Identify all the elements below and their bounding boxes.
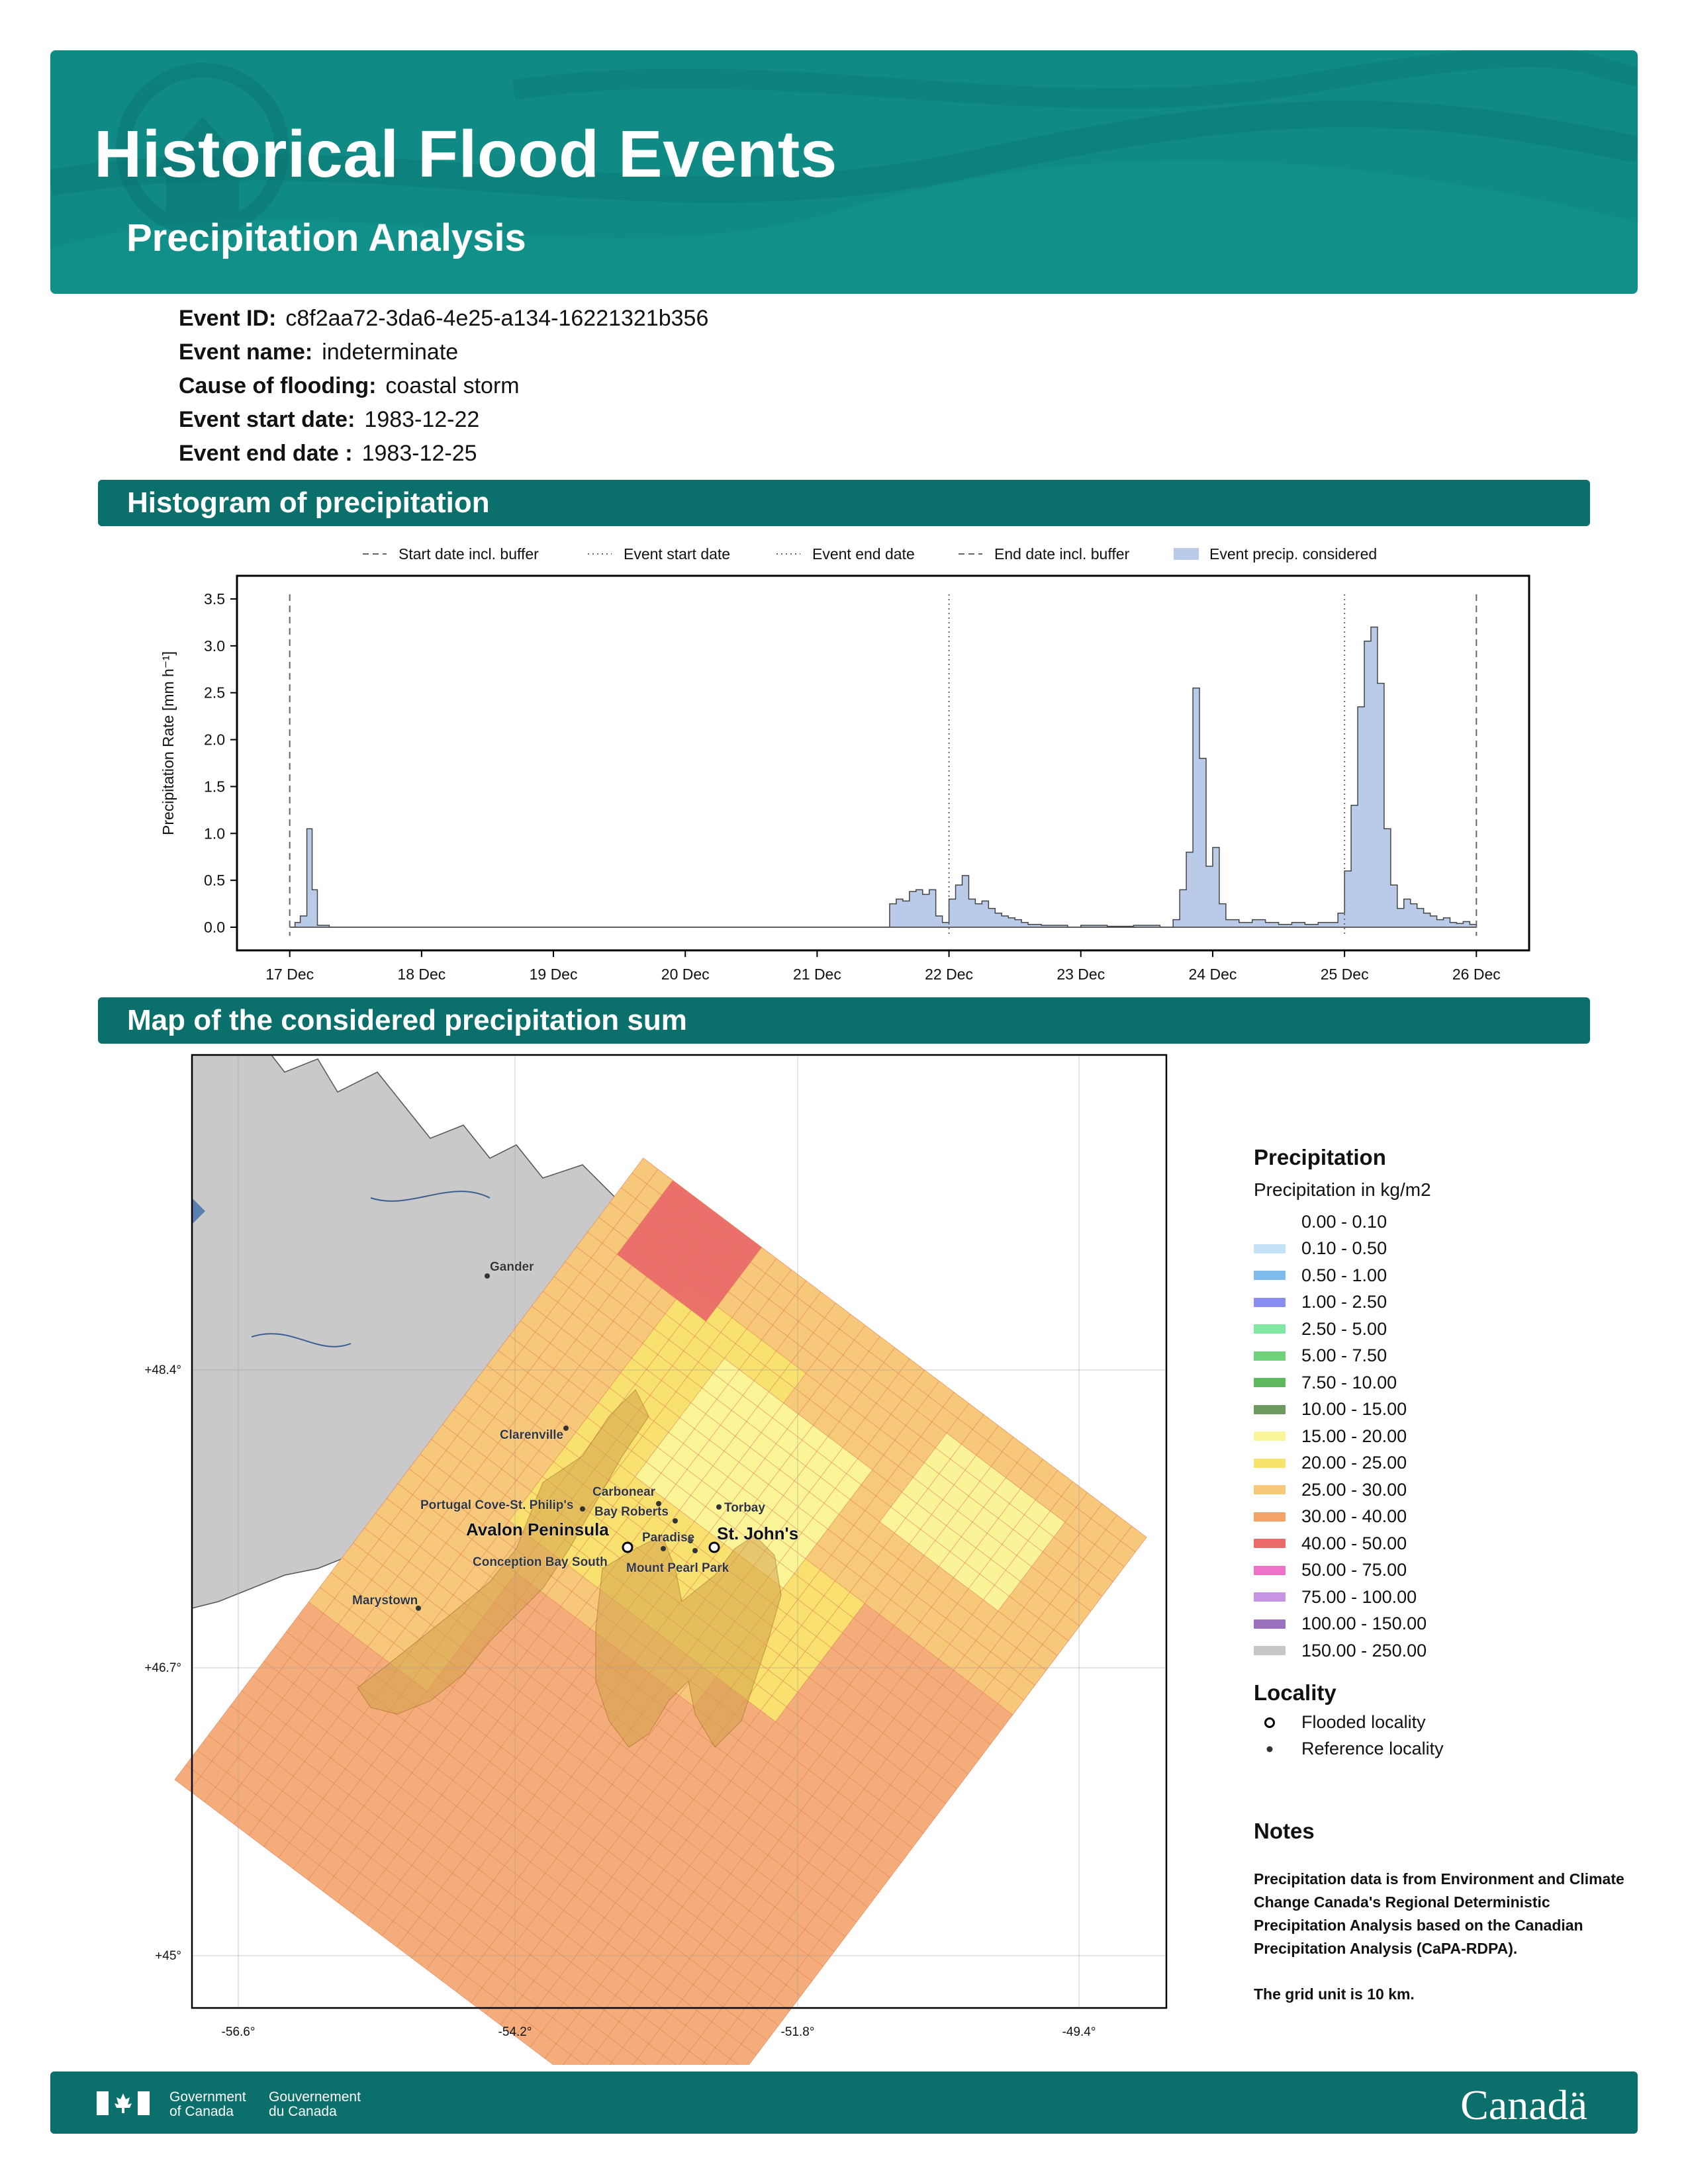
- event-id-label: Event ID:: [179, 306, 277, 331]
- x-tick-label: 22 Dec: [925, 966, 974, 983]
- event-end-label: Event end date :: [179, 441, 353, 466]
- legend-class-label: 1.00 - 2.50: [1301, 1292, 1387, 1312]
- flooded-locality-marker: [710, 1543, 719, 1552]
- legend-swatch: [1254, 1566, 1286, 1575]
- legend-class-label: 7.50 - 10.00: [1301, 1372, 1397, 1392]
- reference-locality-label: Marystown: [352, 1594, 418, 1608]
- x-tick-label: 25 Dec: [1320, 966, 1369, 983]
- event-cause-value: coastal storm: [385, 373, 520, 398]
- page-subtitle: Precipitation Analysis: [126, 216, 526, 259]
- precipitation-map: [119, 1046, 1192, 2065]
- legend-class-3: [1254, 1289, 1624, 1316]
- gov-en: [169, 2090, 246, 2119]
- reference-locality-label: Carbonear: [592, 1485, 656, 1499]
- x-tick-label: 19 Dec: [529, 966, 578, 983]
- legend-class-12: [1254, 1530, 1624, 1557]
- flooded-locality-marker: [623, 1543, 632, 1552]
- legend-class-label: 100.00 - 150.00: [1301, 1614, 1427, 1634]
- gov-fr-line2: du Canada: [269, 2104, 337, 2119]
- gov-fr: [269, 2090, 361, 2119]
- x-tick-label: 24 Dec: [1188, 966, 1237, 983]
- legend-class-14: [1254, 1584, 1624, 1611]
- y-axis-label: Precipitation Rate [mm h⁻¹]: [160, 651, 177, 836]
- notes-text-grid: The grid unit is 10 km.: [1254, 1985, 1415, 2003]
- event-name-value: indeterminate: [322, 340, 459, 365]
- legend-reference: [1254, 1736, 1624, 1762]
- event-cause-label: Cause of flooding:: [179, 373, 377, 398]
- event-end-row: [179, 441, 708, 475]
- legend-swatch: [1254, 1512, 1286, 1522]
- locality-legend: [1254, 1680, 1624, 1762]
- legend-swatch: [1254, 1592, 1286, 1602]
- legend-class-label: 50.00 - 75.00: [1301, 1560, 1407, 1580]
- y-tick-label: 0.5: [204, 872, 225, 889]
- y-tick-label: 3.0: [204, 637, 225, 655]
- precipitation-histogram: [146, 536, 1556, 999]
- reference-locality-marker: [563, 1426, 569, 1431]
- x-tick-label: 26 Dec: [1452, 966, 1501, 983]
- legend-entry: Event precip. considered: [1209, 545, 1378, 563]
- histogram-legend: [363, 545, 1377, 563]
- x-tick-label: 17 Dec: [265, 966, 314, 983]
- canada-flag-icon: [97, 2091, 150, 2115]
- legend-swatch: [1254, 1217, 1286, 1226]
- legend-swatch: [1254, 1271, 1286, 1280]
- legend-swatch: [1254, 1459, 1286, 1468]
- notes-title: Notes: [1254, 1819, 1315, 1843]
- reference-locality-label: Bay Roberts: [594, 1505, 669, 1519]
- legend-title: Precipitation: [1254, 1145, 1386, 1169]
- y-tick-label: 3.5: [204, 590, 225, 608]
- legend-subtitle: Precipitation in kg/m2: [1254, 1179, 1431, 1200]
- reference-locality-marker: [716, 1504, 722, 1510]
- legend-swatch: [1254, 1324, 1286, 1334]
- lat-tick-label: +45°: [155, 1949, 181, 1963]
- legend-class-label: 150.00 - 250.00: [1301, 1640, 1427, 1661]
- reference-locality-label: Paradise: [642, 1531, 695, 1545]
- legend-swatch: [1254, 1485, 1286, 1494]
- legend-class-5: [1254, 1343, 1624, 1370]
- legend-class-16: [1254, 1637, 1624, 1664]
- reference-locality-label: Clarenville: [500, 1428, 564, 1442]
- flooded-locality-label: Avalon Peninsula: [466, 1520, 609, 1539]
- lon-tick-label: -49.4°: [1062, 2025, 1096, 2039]
- page-title: Historical Flood Events: [94, 117, 837, 191]
- y-tick-label: 0.0: [204, 919, 225, 936]
- reference-locality-label: Conception Bay South: [473, 1555, 608, 1569]
- legend-class-4: [1254, 1316, 1624, 1343]
- y-tick-label: 1.0: [204, 825, 225, 842]
- event-start-value: 1983-12-22: [364, 407, 480, 432]
- legend-swatch: [1254, 1378, 1286, 1387]
- legend-class-label: 75.00 - 100.00: [1301, 1586, 1417, 1607]
- reference-locality-marker: [661, 1546, 666, 1551]
- event-info: [179, 306, 708, 475]
- legend-class-label: 40.00 - 50.00: [1301, 1533, 1407, 1553]
- notes-text-source: Precipitation data is from Environment and Climate Change Canada's Regional Deterministic Precipitation Analysis based on the Canadian Precipitation Analysis (CaPA-RDPA).: [1254, 1870, 1624, 1957]
- legend-class-9: [1254, 1450, 1624, 1477]
- legend-class-label: 0.50 - 1.00: [1301, 1265, 1387, 1285]
- reference-locality-label: Gander: [490, 1260, 534, 1274]
- gov-fr-line1: Gouvernement: [269, 2089, 361, 2105]
- legend-class-label: 0.10 - 0.50: [1301, 1238, 1387, 1259]
- map-legend: [1254, 1145, 1624, 1762]
- legend-swatch: [1254, 1351, 1286, 1361]
- footer: [50, 2071, 1638, 2134]
- gov-en-line2: of Canada: [169, 2104, 234, 2119]
- legend-class-2: [1254, 1262, 1624, 1289]
- map-section-bar: Map of the considered precipitation sum: [98, 997, 1590, 1044]
- x-tick-label: 20 Dec: [661, 966, 710, 983]
- legend-entry: End date incl. buffer: [994, 545, 1130, 563]
- legend-class-10: [1254, 1477, 1624, 1504]
- legend-class-label: 2.50 - 5.00: [1301, 1318, 1387, 1339]
- event-id-value: c8f2aa72-3da6-4e25-a134-16221321b356: [285, 306, 709, 331]
- reference-locality-label: Torbay: [724, 1501, 765, 1515]
- reference-marker-icon: [1254, 1743, 1286, 1755]
- legend-class-label: 25.00 - 30.00: [1301, 1479, 1407, 1500]
- legend-swatch: [1254, 1646, 1286, 1655]
- notes: [1254, 1819, 1624, 2006]
- legend-entry: Start date incl. buffer: [399, 545, 539, 563]
- reference-locality-marker: [580, 1506, 585, 1512]
- reference-locality-marker: [673, 1518, 678, 1524]
- legend-entry: Event start date: [624, 545, 731, 563]
- flooded-label: Flooded locality: [1301, 1712, 1426, 1732]
- flooded-marker-icon: [1254, 1717, 1286, 1729]
- legend-class-7: [1254, 1396, 1624, 1424]
- legend-swatch: [1254, 1298, 1286, 1307]
- legend-class-label: 10.00 - 15.00: [1301, 1399, 1407, 1420]
- legend-class-label: 5.00 - 7.50: [1301, 1345, 1387, 1366]
- x-tick-label: 23 Dec: [1056, 966, 1105, 983]
- precip-series: [290, 627, 1477, 927]
- lon-tick-label: -56.6°: [221, 2025, 256, 2039]
- legend-entry: Event end date: [812, 545, 915, 563]
- lon-tick-label: -54.2°: [498, 2025, 532, 2039]
- y-tick-label: 2.0: [204, 731, 225, 749]
- legend-flooded: [1254, 1709, 1624, 1736]
- legend-class-label: 30.00 - 40.00: [1301, 1506, 1407, 1527]
- event-start-label: Event start date:: [179, 407, 355, 432]
- legend-swatch: [1254, 1432, 1286, 1441]
- x-tick-label: 21 Dec: [792, 966, 841, 983]
- legend-class-11: [1254, 1504, 1624, 1531]
- locality-title: Locality: [1254, 1680, 1336, 1705]
- legend-class-15: [1254, 1611, 1624, 1638]
- canada-wordmark: Canadä: [1460, 2081, 1587, 2128]
- gov-en-line1: Government: [169, 2089, 246, 2105]
- y-tick-label: 1.5: [204, 778, 225, 796]
- reference-locality-marker: [485, 1273, 490, 1279]
- event-start-row: [179, 407, 708, 441]
- legend-class-6: [1254, 1369, 1624, 1396]
- reference-locality-label: Portugal Cove-St. Philip's: [420, 1498, 574, 1512]
- legend-class-label: 0.00 - 0.10: [1301, 1211, 1387, 1232]
- event-cause-row: [179, 373, 708, 407]
- legend-class-1: [1254, 1236, 1624, 1263]
- legend-class-label: 20.00 - 25.00: [1301, 1453, 1407, 1473]
- y-tick-label: 2.5: [204, 684, 225, 702]
- lat-tick-label: +46.7°: [144, 1661, 181, 1675]
- lat-tick-label: +48.4°: [144, 1363, 181, 1377]
- lon-tick-label: -51.8°: [780, 2025, 815, 2039]
- plot-frame: [237, 576, 1529, 950]
- legend-class-8: [1254, 1423, 1624, 1450]
- legend-swatch: [1254, 1405, 1286, 1414]
- histogram-section-bar: Histogram of precipitation: [98, 480, 1590, 526]
- legend-swatch: [1254, 1619, 1286, 1629]
- event-name-row: [179, 340, 708, 373]
- legend-class-label: 15.00 - 20.00: [1301, 1426, 1407, 1446]
- header-banner: [50, 50, 1638, 294]
- reference-label: Reference locality: [1301, 1739, 1444, 1758]
- legend-class-13: [1254, 1557, 1624, 1584]
- reference-locality-label: Mount Pearl Park: [626, 1561, 729, 1575]
- legend-swatch: [1254, 1244, 1286, 1253]
- legend-patch-icon: [1174, 548, 1199, 560]
- legend-swatch: [1254, 1539, 1286, 1548]
- reference-locality-marker: [692, 1548, 698, 1553]
- legend-class-0: [1254, 1208, 1624, 1236]
- event-name-label: Event name:: [179, 340, 313, 365]
- event-end-value: 1983-12-25: [361, 441, 477, 466]
- flooded-locality-label: St. John's: [717, 1524, 799, 1543]
- legend-classes: [1254, 1208, 1624, 1664]
- x-tick-label: 18 Dec: [397, 966, 446, 983]
- event-id-row: [179, 306, 708, 340]
